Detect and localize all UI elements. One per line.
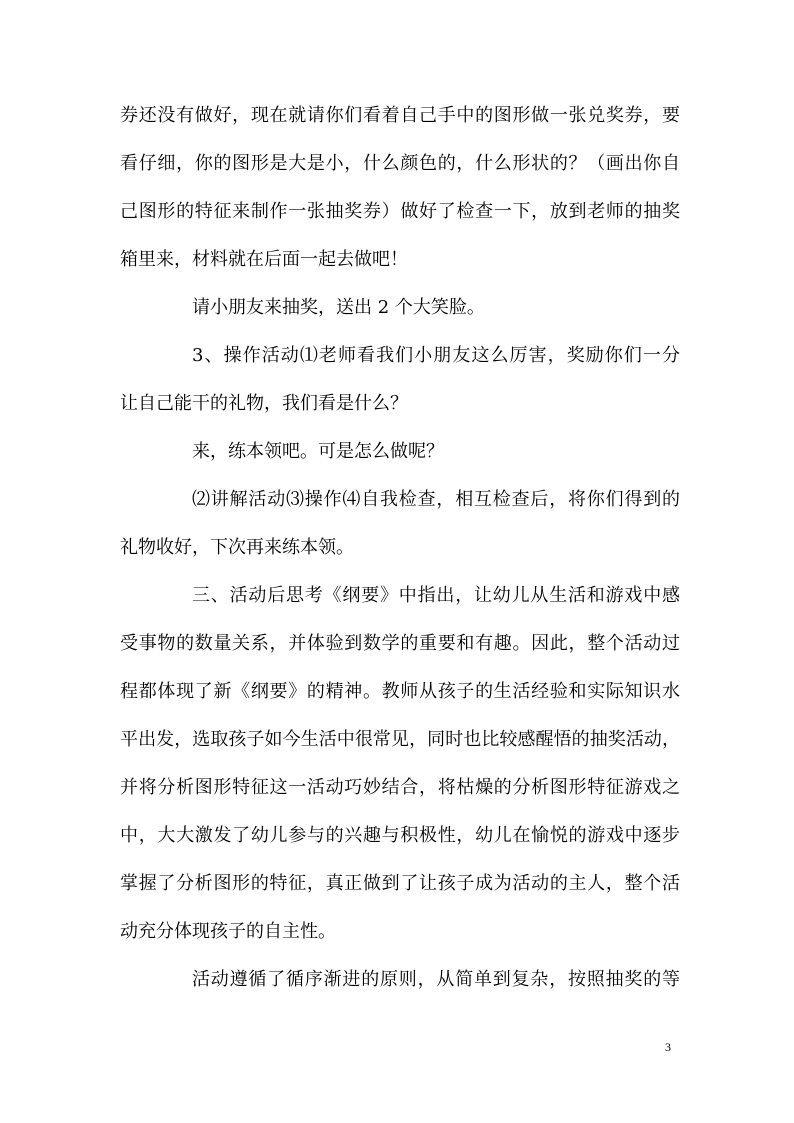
text-line: 平出发，选取孩子如今生活中很常见，同时也比较感醒悟的抽奖活动， [120,729,680,750]
text-line: 三、活动后思考《纲要》中指出，让幼儿从生活和游戏中感 [192,585,680,606]
text-line: 券还没有做好，现在就请你们看着自己手中的图形做一张兑奖券，要 [120,105,680,126]
text-line: 3、操作活动⑴老师看我们小朋友这么厉害，奖励你们一分 [192,345,680,366]
paragraph-6 [120,572,680,956]
text-line: 己图形的特征来制作一张抽奖券）做好了检查一下，放到老师的抽奖 [120,201,680,222]
text-line: 程都体现了新《纲要》的精神。教师从孩子的生活经验和实际知识水 [120,681,680,702]
paragraph-5 [120,476,680,572]
paragraph-3 [120,332,680,428]
text-line: 让自己能干的礼物，我们看是什么？ [120,393,408,414]
text-line: 受事物的数量关系，并体验到数学的重要和有趣。因此，整个活动过 [120,633,680,654]
text-line: 来，练本领吧。可是怎么做呢？ [192,441,444,462]
text-line: 请小朋友来抽奖，送出 2 个大笑脸。 [192,297,485,318]
text-line: 看仔细，你的图形是大是小，什么颜色的，什么形状的？（画出你自 [120,153,680,174]
text-line: 中，大大激发了幼儿参与的兴趣与积极性，幼儿在愉悦的游戏中逐步 [120,825,680,846]
page-number: 3 [665,1040,671,1054]
page-body [120,92,680,1004]
text-line: 箱里来，材料就在后面一起去做吧！ [120,249,408,270]
paragraph-4 [120,428,680,476]
paragraph-2 [120,284,680,332]
text-line: ⑵讲解活动⑶操作⑷自我检查，相互检查后，将你们得到的 [192,489,680,510]
text-line: 活动遵循了循序渐进的原则，从简单到复杂，按照抽奖的等 [192,969,680,990]
paragraph-1 [120,92,680,284]
paragraph-7 [120,956,680,1004]
text-line: 礼物收好，下次再来练本领。 [120,537,354,558]
text-line: 动充分体现孩子的自主性。 [120,921,336,942]
text-line: 并将分析图形特征这一活动巧妙结合，将枯燥的分析图形特征游戏之 [120,777,680,798]
text-line: 掌握了分析图形的特征，真正做到了让孩子成为活动的主人，整个活 [120,873,680,894]
